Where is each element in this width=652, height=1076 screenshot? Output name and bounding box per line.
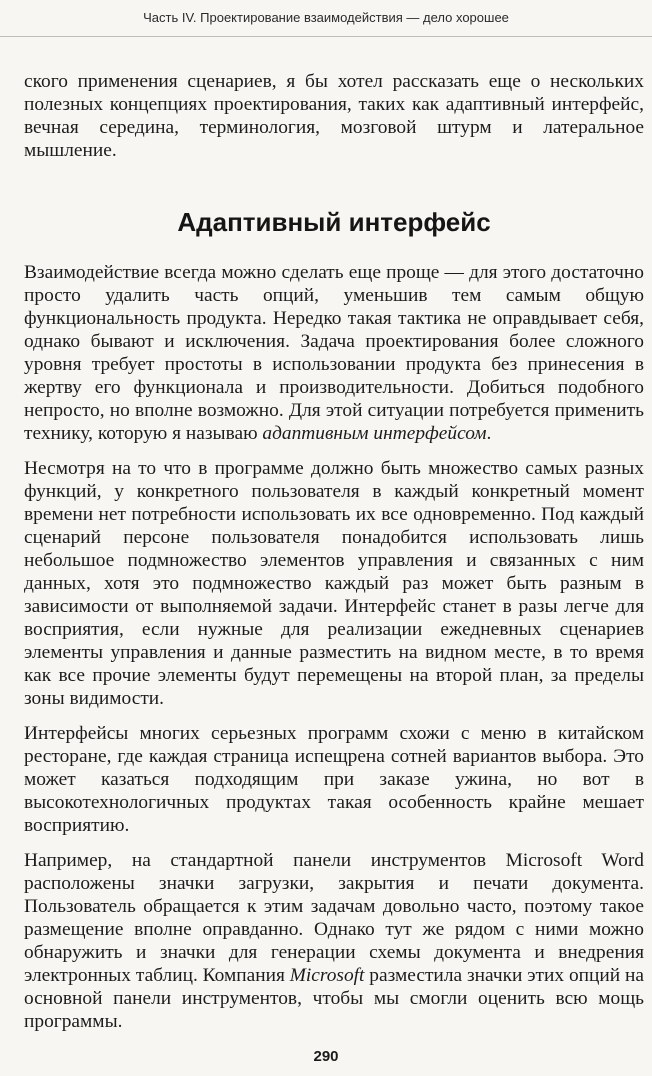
paragraph-4-text-after: разместила значки этих опций на основной панели инструментов, чтобы мы смогли оценить всю мощь программы. [24, 965, 644, 1032]
paragraph-4-emphasis: Microsoft [289, 965, 365, 986]
paragraph-1 [24, 261, 644, 445]
running-header: Часть IV. Проектирование взаимодействия — дело хорошее [143, 10, 509, 25]
section-heading: Адаптивный интерфейс [177, 207, 491, 237]
paragraph-2: Несмотря на то что в программе должно быть множество самых разных функций, у конкретного пользователя в каждый конкретный момент времени нет потребности использовать их все одновременно. Под каждый сценарий персоне пользователя понадобится использовать лишь небольшое подмножество элементов управления и связанных с ним данных, хотя это подмножество каждый раз может быть разным в зависимости от выполняемой задачи. Интерфейс станет в разы легче для восприятия, если нужные для реализации ежедневных сценариев элементы управления и данные разместить на видном месте, в то время как все прочие элементы будут перемещены на второй план, за пределы зоны видимости. [24, 458, 644, 709]
paragraph-3: Интерфейсы многих серьезных программ схожи с меню в китайском ресторане, где каждая страница испещрена сотней вариантов выбора. Это может казаться подходящим при заказе ужина, но вот в высокотехнологичных продуктах такая особенность крайне мешает восприятию. [24, 723, 644, 836]
paragraph-1-end: . [486, 423, 492, 444]
page-body [24, 70, 644, 1033]
intro-paragraph: ского применения сценариев, я бы хотел рассказать еще о нескольких полезных концепциях проектирования, таких как адаптивный интерфейс, вечная середина, терминология, мозговой штурм и латеральное мышление. [24, 71, 644, 161]
paragraph-1-text: Взаимодействие всегда можно сделать еще проще — для этого достаточно просто удалить часть опций, уменьшив тем самым общую функциональность продукта. Нередко такая тактика не оправдывает себя, однако бывают и исключения. Задача проектирования более сложного уровня требует простоты в использовании продукта без принесения в жертву его функционала и производительности. Добиться подобного непросто, но вполне возможно. Для этой ситуации потребуется применить технику, которую я называю [24, 262, 644, 444]
page-number: 290 [313, 1048, 339, 1065]
paragraph-1-emphasis: адаптивным интерфейсом [262, 423, 487, 444]
paragraph-4 [24, 849, 644, 1033]
header-divider [0, 36, 652, 37]
paragraph-4-text-before: Например, на стандартной панели инструментов Microsoft Word расположены значки загрузки, закрытия и печати документа. Пользователь обращается к этим задачам довольно часто, поэтому такое размещение вполне оправданно. Однако тут же рядом с ними можно обнаружить и значки для генерации схемы документа и внедрения электронных таблиц. Компания [24, 850, 644, 986]
